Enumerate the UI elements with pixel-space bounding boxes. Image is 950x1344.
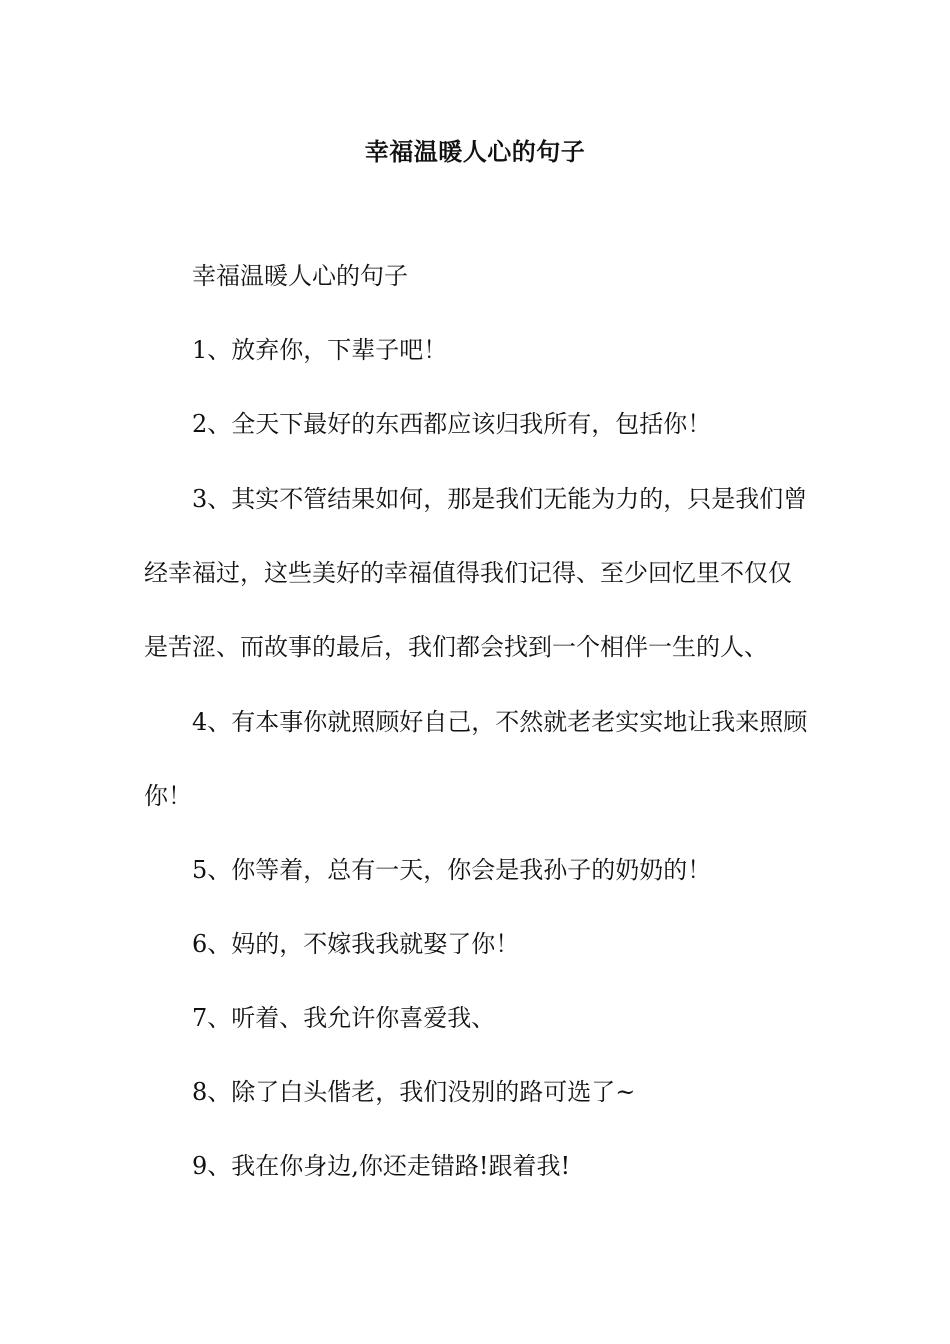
paragraph-1: 1、放弃你，下辈子吧！ [192,336,448,364]
paragraph-4: 4、有本事你就照顾好自己，不然就老老实实地让我来照顾你！ [144,708,808,810]
paragraph-5: 5、你等着，总有一天，你会是我孙子的奶奶的！ [192,856,712,884]
document-title: 幸福温暖人心的句子 [364,137,586,166]
paragraph-intro: 幸福温暖人心的句子 [192,262,408,290]
paragraph-8: 8、除了白头偕老，我们没别的路可选了~ [192,1078,636,1106]
paragraph-2: 2、全天下最好的东西都应该归我所有，包括你！ [192,410,712,438]
paragraph-3: 3、其实不管结果如何，那是我们无能为力的，只是我们曾经幸福过，这些美好的幸福值得我们记得、至少回忆里不仅仅是苦涩、而故事的最后，我们都会找到一个相伴一生的人、 [144,485,808,661]
paragraph-9: 9、我在你身边,你还走错路!跟着我! [192,1152,571,1180]
document-body [144,258,809,1222]
paragraph-7: 7、听着、我允许你喜爱我、 [192,1004,496,1032]
paragraph-6: 6、妈的，不嫁我我就娶了你！ [192,930,520,958]
